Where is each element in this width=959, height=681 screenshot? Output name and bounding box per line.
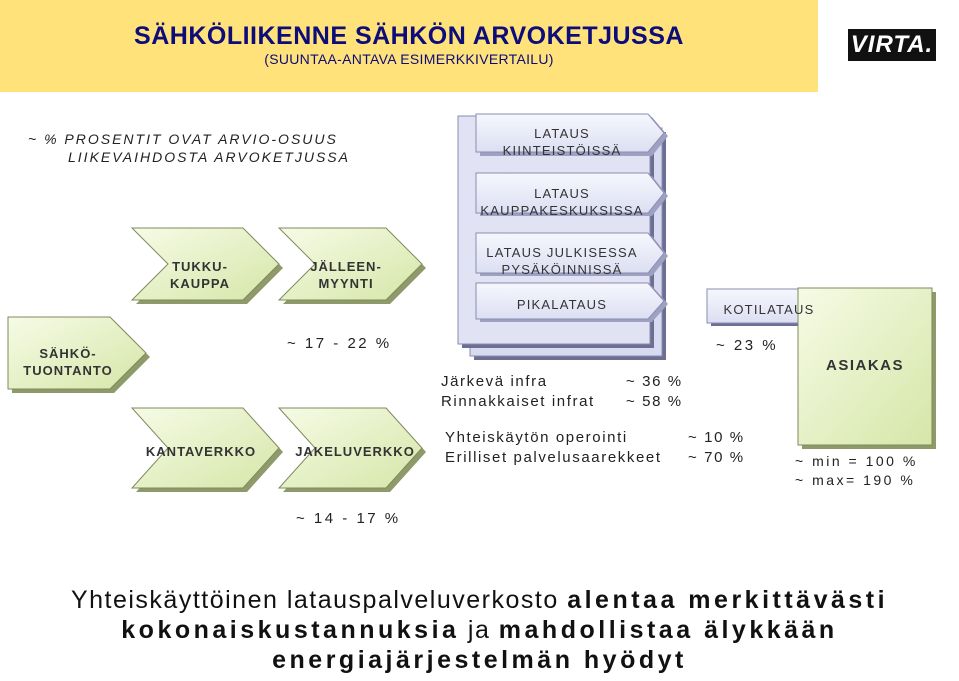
note-line-1: ~ % PROSENTIT OVAT ARVIO-OSUUS (28, 131, 338, 147)
jalleenmyynti-label: JÄLLEEN- MYYNTI (310, 259, 382, 291)
note-line-2: LIIKEVAIHDOSTA ARVOKETJUSSA (68, 149, 350, 165)
retail-percentage: ~ 17 - 22 % (287, 335, 392, 352)
yhteiskaytto-pct: ~ 10 % (688, 429, 745, 446)
kantaverkko-label: KANTAVERKKO (145, 444, 257, 459)
jakeluverkko-label: JAKELUVERKKO (295, 444, 415, 459)
sahkotuotanto-label: SÄHKÖ- TUONTANTO (23, 346, 113, 378)
grid-percentage: ~ 14 - 17 % (296, 510, 401, 527)
kotilataus-label: KOTILATAUS (723, 302, 815, 317)
page-title: SÄHKÖLIIKENNE SÄHKÖN ARVOKETJUSSA (134, 22, 684, 50)
asiakas-min: ~ min = 100 % (795, 453, 918, 469)
erilliset-label: Erilliset palvelusaarekkeet (445, 449, 662, 466)
tukkukauppa-label: TUKKU- KAUPPA (170, 259, 230, 291)
stack-label-4: PIKALATAUS (516, 297, 608, 312)
page-subtitle: (SUUNTAA-ANTAVA ESIMERKKIVERTAILU) (264, 51, 554, 67)
yhteiskaytto-label: Yhteiskäytön operointi (445, 429, 628, 446)
asiakas-max: ~ max= 190 % (795, 472, 916, 488)
virta-logo: VIRTA. (848, 29, 936, 61)
asiakas-label: ASIAKAS (825, 357, 904, 374)
stack-label-3: LATAUS JULKISESSA PYSÄKÖINNISSÄ (486, 245, 638, 277)
conclusion-text: Yhteiskäyttöinen latauspalveluverkosto alentaa merkittävästi kokonaiskustannuksia ja mahdollistaa älykkään energiajärjestelmän hyödyt (70, 586, 889, 674)
kotilataus-percentage: ~ 23 % (716, 337, 779, 354)
rinnakkaiset-infrat-label: Rinnakkaiset infrat (441, 393, 595, 410)
stack-label-2: LATAUS KAUPPAKESKUKSISSA (480, 186, 644, 218)
jarkeva-infra-label: Järkevä infra (441, 373, 548, 390)
erilliset-pct: ~ 70 % (688, 449, 745, 466)
stack-label-1: LATAUS KIINTEISTÖISSÄ (502, 126, 622, 158)
jarkeva-infra-pct: ~ 36 % (626, 373, 683, 390)
rinnakkaiset-infrat-pct: ~ 58 % (626, 393, 683, 410)
